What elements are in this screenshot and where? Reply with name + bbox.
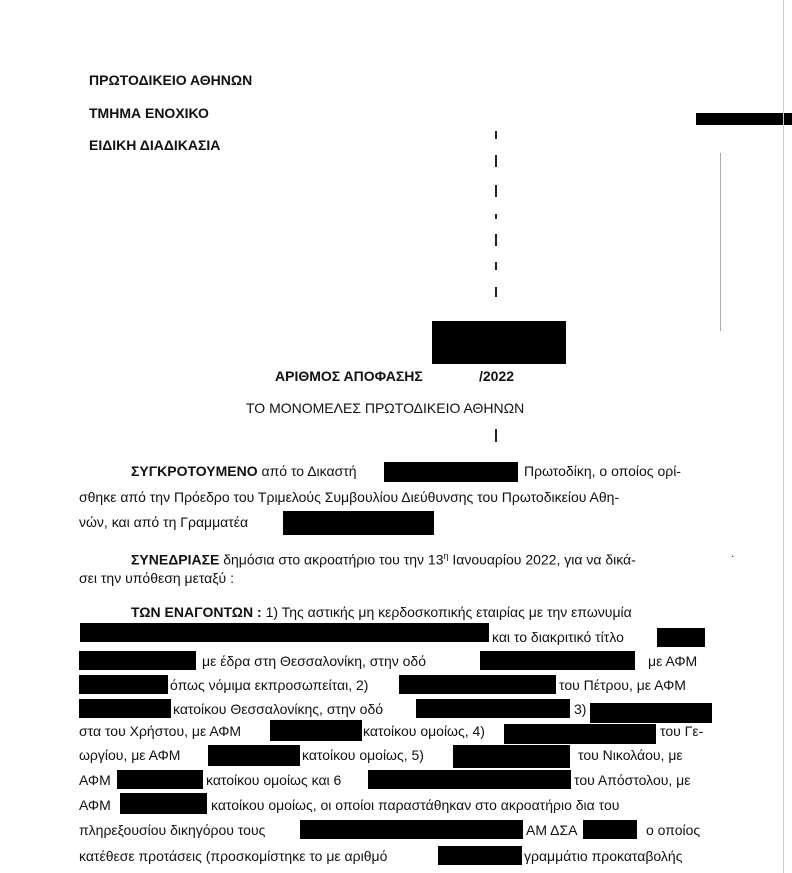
paragraph-line: ΣΥΓΚΡΟΤΟΥΜΕΝΟ από το Δικαστή (131, 463, 357, 479)
paragraph-line: του Νικολάου, με (578, 747, 683, 763)
paragraph-line: ΣΥΝΕΔΡΙΑΣΕ δημόσια στο ακροατήριο του την $13^\eta$ Ιανουαρίου 2022, για να δικά- (131, 551, 636, 568)
paragraph-line: με ΑΦΜ (648, 653, 698, 669)
paragraph-line: στα του Χρήστου, με ΑΦΜ (79, 723, 242, 739)
paragraph-line: πληρεξουσίου δικηγόρου τους (79, 822, 266, 838)
paragraph-line: κατοίκου Θεσσαλονίκης, στην οδό (173, 701, 384, 717)
separator-mark (495, 429, 497, 442)
separator-mark (495, 234, 497, 246)
separator-mark (495, 131, 497, 139)
paragraph-line: του Απόστολου, με (574, 772, 691, 788)
paragraph-line: ΤΩΝ ΕΝΑΓΟΝΤΩΝ : 1) Της αστικής μη κερδοσκοπικής εταιρίας με την επωνυμία (131, 604, 632, 620)
court-section: ΤΜΗΜΑ ΕΝΟΧΙΚΟ (89, 105, 209, 121)
redaction-bar (117, 770, 203, 789)
paragraph-line: 3) (574, 701, 587, 717)
redaction-bar (283, 511, 434, 535)
paragraph-line: όπως νόμιμα εκπροσωπείται, 2) (170, 677, 369, 693)
separator-mark (495, 155, 497, 167)
paragraph-line: νών, και από τη Γραμματέα (79, 514, 249, 530)
redaction-bar (453, 745, 570, 768)
redaction-bar (696, 113, 792, 125)
page-edge (783, 0, 784, 873)
paragraph-line: ωργίου, με ΑΦΜ (79, 747, 181, 763)
paragraph-line: κατοίκου ομοίως, 4) (363, 723, 485, 739)
paragraph-line: ο οποίος (646, 822, 701, 838)
separator-mark (495, 214, 497, 219)
redaction-bar (504, 724, 656, 744)
redaction-bar (270, 720, 362, 741)
redaction-bar (120, 793, 207, 814)
redaction-bar (368, 770, 571, 789)
paragraph-line: με έδρα στη Θεσσαλονίκη, στην οδό (202, 653, 426, 669)
paragraph-line: σθηκε από την Πρόεδρο του Τριμελούς Συμβουλίου Διεύθυνσης του Πρωτοδικείου Αθη- (79, 489, 620, 505)
redaction-bar (80, 623, 489, 642)
margin-line (720, 153, 721, 331)
paragraph-line: σει την υπόθεση μεταξύ : (79, 570, 234, 586)
separator-mark (495, 262, 497, 270)
redacted-number (432, 321, 566, 364)
paragraph-line: κατοίκου ομοίως και 6 (206, 772, 342, 788)
redaction-bar (416, 699, 570, 718)
decision-year: /2022 (479, 368, 515, 384)
court-procedure: ΕΙΔΙΚΗ ΔΙΑΔΙΚΑΣΙΑ (89, 137, 221, 153)
redaction-bar (79, 675, 168, 694)
paragraph-line: γραμμάτιο προκαταβολής (524, 848, 683, 864)
paragraph-line: κατοίκου ομοίως, οι οποίοι παραστάθηκαν στο ακροατήριο δια του (211, 797, 620, 813)
paragraph-line: του Γε- (660, 723, 704, 739)
redaction-bar (438, 846, 522, 865)
redaction-bar (79, 651, 196, 670)
redaction-bar (300, 820, 523, 839)
redaction-bar (590, 703, 712, 723)
paragraph-line: ΑΦΜ (79, 772, 111, 788)
redaction-bar (657, 628, 705, 647)
paragraph-line: ΑΦΜ (79, 797, 111, 813)
paragraph-line: ΑΜ ΔΣΑ (526, 822, 578, 838)
decision-number-label: ΑΡΙΘΜΟΣ ΑΠΟΦΑΣΗΣ (275, 368, 423, 384)
stray-mark: · (731, 551, 735, 562)
redaction-bar (208, 745, 300, 766)
court-title: ΤΟ ΜΟΝΟΜΕΛΕΣ ΠΡΩΤΟΔΙΚΕΙΟ ΑΘΗΝΩΝ (246, 400, 525, 416)
paragraph-line: Πρωτοδίκη, ο οποίος ορί- (524, 463, 681, 479)
paragraph-line: και το διακριτικό τίτλο (492, 629, 624, 645)
redaction-bar (583, 820, 637, 839)
paragraph-line: κατοίκου ομοίως, 5) (302, 747, 424, 763)
court-name: ΠΡΩΤΟΔΙΚΕΙΟ ΑΘΗΝΩΝ (89, 72, 253, 88)
redaction-bar (480, 651, 635, 670)
redaction-bar (399, 675, 556, 694)
separator-mark (495, 287, 497, 297)
paragraph-line: κατέθεσε προτάσεις (προσκομίστηκε το με αριθμό (79, 848, 388, 864)
separator-mark (495, 185, 497, 197)
redaction-bar (79, 699, 171, 718)
paragraph-line: του Πέτρου, με ΑΦΜ (559, 677, 686, 693)
redaction-bar (384, 462, 518, 482)
